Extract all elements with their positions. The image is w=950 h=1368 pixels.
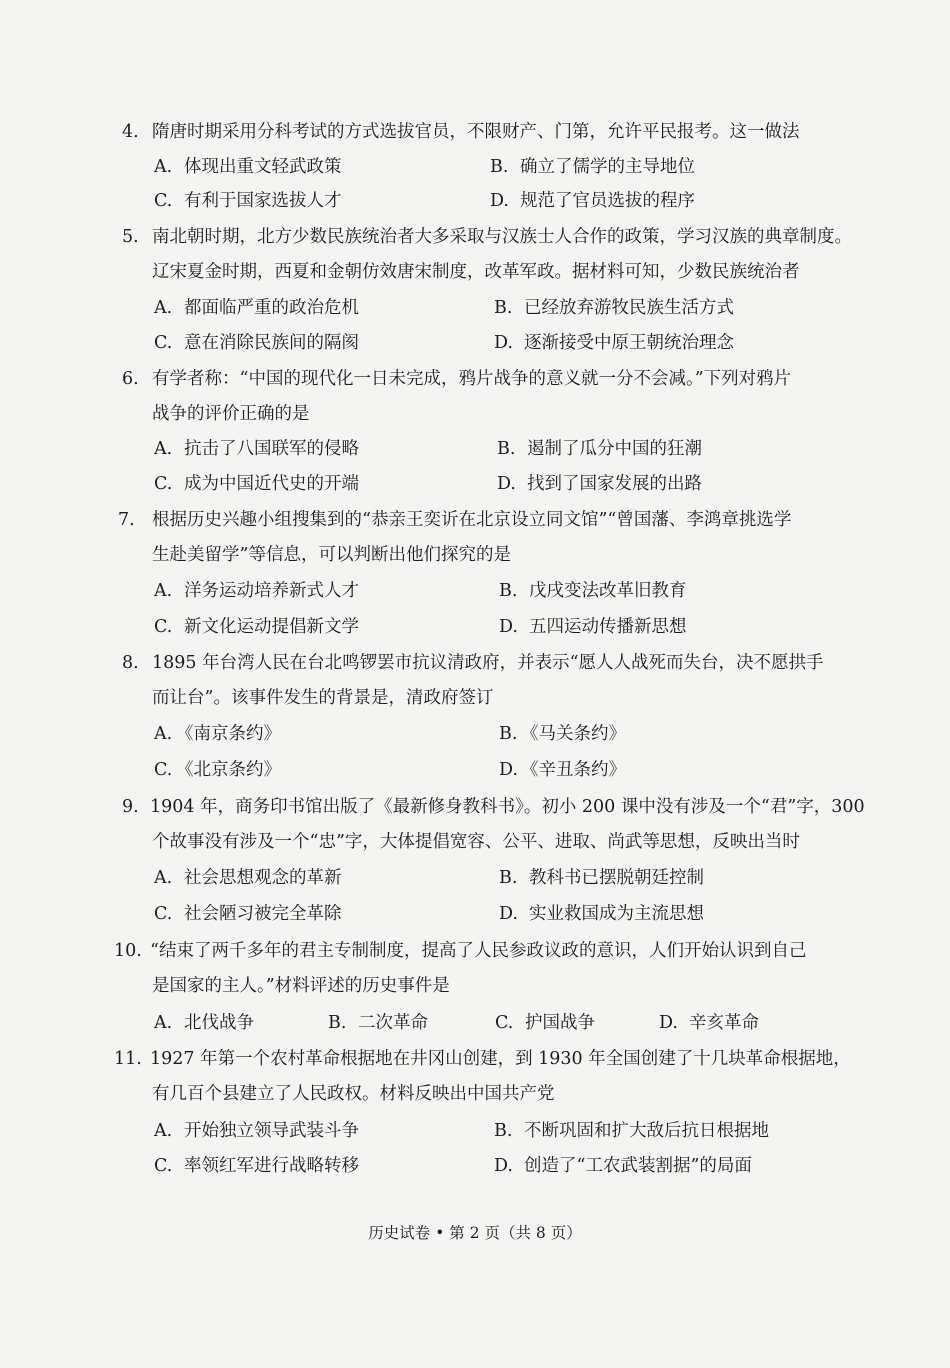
- option-text: 二次革命: [358, 1013, 428, 1033]
- question-stem: 有几百个县建立了人民政权。材料反映出中国共产党: [152, 1084, 555, 1104]
- option-text: 《马关条约》: [521, 724, 626, 744]
- question-number: 10.: [114, 941, 142, 961]
- option-text: 北伐战争: [184, 1013, 254, 1033]
- option-text: 辛亥革命: [689, 1013, 759, 1033]
- option-text: 体现出重文轻武政策: [184, 157, 342, 177]
- option-label: C.: [154, 904, 173, 924]
- option-label: A.: [154, 581, 173, 601]
- question-stem: 根据历史兴趣小组搜集到的“恭亲王奕䜣在北京设立同文馆”“曾国藩、李鸿章挑选学: [152, 510, 792, 530]
- option-label: A.: [154, 724, 173, 744]
- question-stem: 生赴美留学”等信息，可以判断出他们探究的是: [152, 545, 511, 565]
- option-text: 确立了儒学的主导地位: [520, 157, 695, 177]
- question-stem: 南北朝时期，北方少数民族统治者大多采取与汉族士人合作的政策，学习汉族的典章制度。: [152, 227, 852, 247]
- option-label: C.: [154, 474, 173, 494]
- option-text: 洋务运动培养新式人才: [184, 581, 359, 601]
- option-text: 规范了官员选拔的程序: [520, 191, 695, 211]
- option-text: 找到了国家发展的出路: [527, 474, 702, 494]
- option-text: 社会陋习被完全革除: [184, 904, 342, 924]
- option-text: 五四运动传播新思想: [529, 617, 687, 637]
- option-label: A.: [154, 298, 173, 318]
- question-stem: 1895 年台湾人民在台北鸣锣罢市抗议清政府，并表示“愿人人战死而失台，决不愿拱手: [152, 653, 824, 673]
- option-text: 新文化运动提倡新文学: [184, 617, 359, 637]
- option-label: D.: [490, 191, 509, 211]
- question-number: 5.: [122, 227, 139, 247]
- option-label: C.: [154, 1156, 173, 1176]
- question-stem: 隋唐时期采用分科考试的方式选拔官员，不限财产、门第，允许平民报考。这一做法: [152, 122, 800, 142]
- question-number: 8.: [122, 653, 139, 673]
- option-text: 有利于国家选拔人才: [184, 191, 342, 211]
- question-stem: 战争的评价正确的是: [152, 404, 310, 424]
- option-label: C.: [154, 617, 173, 637]
- question-stem: 是国家的主人。”材料评述的历史事件是: [152, 976, 450, 996]
- option-label: B.: [499, 724, 518, 744]
- option-label: B.: [499, 868, 518, 888]
- option-text: 《南京条约》: [176, 724, 281, 744]
- option-text: 遏制了瓜分中国的狂潮: [527, 439, 702, 459]
- question-stem: 1904 年，商务印书馆出版了《最新修身教科书》。初小 200 课中没有涉及一个“君”字，300: [150, 797, 865, 817]
- option-label: B.: [497, 439, 516, 459]
- option-text: 实业救国成为主流思想: [529, 904, 704, 924]
- option-label: D.: [499, 760, 518, 780]
- option-text: 创造了“工农武装割据”的局面: [524, 1156, 752, 1176]
- question-number: 7.: [118, 510, 135, 530]
- option-text: 逐渐接受中原王朝统治理念: [524, 333, 734, 353]
- question-stem: 辽宋夏金时期，西夏和金朝仿效唐宋制度，改革军政。据材料可知，少数民族统治者: [152, 262, 800, 282]
- question-stem: 而让台”。该事件发生的背景是，清政府签订: [152, 688, 494, 708]
- option-label: B.: [494, 1121, 513, 1141]
- option-label: A.: [154, 157, 173, 177]
- option-text: 社会思想观念的革新: [184, 868, 342, 888]
- option-text: 《辛丑条约》: [521, 760, 626, 780]
- question-number: 6.: [122, 369, 139, 389]
- question-number: 4.: [122, 122, 139, 142]
- option-text: 护国战争: [525, 1013, 595, 1033]
- option-text: 不断巩固和扩大敌后抗日根据地: [524, 1121, 769, 1141]
- option-label: C.: [154, 191, 173, 211]
- option-label: A.: [154, 439, 173, 459]
- option-label: C.: [154, 333, 173, 353]
- option-text: 已经放弃游牧民族生活方式: [524, 298, 734, 318]
- option-label: B.: [490, 157, 509, 177]
- question-number: 11.: [114, 1049, 142, 1069]
- option-text: 成为中国近代史的开端: [184, 474, 359, 494]
- option-label: D.: [659, 1013, 678, 1033]
- option-text: 率领红军进行战略转移: [184, 1156, 359, 1176]
- option-label: D.: [494, 1156, 513, 1176]
- option-label: D.: [494, 333, 513, 353]
- option-text: 都面临严重的政治危机: [184, 298, 359, 318]
- option-text: 戊戌变法改革旧教育: [529, 581, 687, 601]
- option-label: B.: [328, 1013, 347, 1033]
- question-stem: 1927 年第一个农村革命根据地在井冈山创建，到 1930 年全国创建了十几块革命根据地，: [150, 1049, 851, 1069]
- question-stem: 有学者称：“中国的现代化一日未完成，鸦片战争的意义就一分不会减。”下列对鸦片: [152, 369, 792, 389]
- option-label: C.: [154, 760, 173, 780]
- question-number: 9.: [122, 797, 139, 817]
- option-label: D.: [499, 904, 518, 924]
- option-text: 意在消除民族间的隔阂: [184, 333, 359, 353]
- option-label: B.: [494, 298, 513, 318]
- option-text: 《北京条约》: [176, 760, 281, 780]
- page-footer: 历史试卷 • 第 2 页（共 8 页）: [368, 1224, 582, 1242]
- option-label: C.: [495, 1013, 514, 1033]
- option-text: 开始独立领导武装斗争: [184, 1121, 359, 1141]
- option-text: 抗击了八国联军的侵略: [184, 439, 359, 459]
- option-label: A.: [154, 1121, 173, 1141]
- question-stem: 个故事没有涉及一个“忠”字，大体提倡宽容、公平、进取、尚武等思想，反映出当时: [152, 832, 800, 852]
- option-label: D.: [499, 617, 518, 637]
- option-label: B.: [499, 581, 518, 601]
- option-text: 教科书已摆脱朝廷控制: [529, 868, 704, 888]
- option-label: D.: [497, 474, 516, 494]
- option-label: A.: [154, 1013, 173, 1033]
- option-label: A.: [154, 868, 173, 888]
- question-stem: “结束了两千多年的君主专制制度，提高了人民参政议政的意识，人们开始认识到自己: [150, 941, 807, 961]
